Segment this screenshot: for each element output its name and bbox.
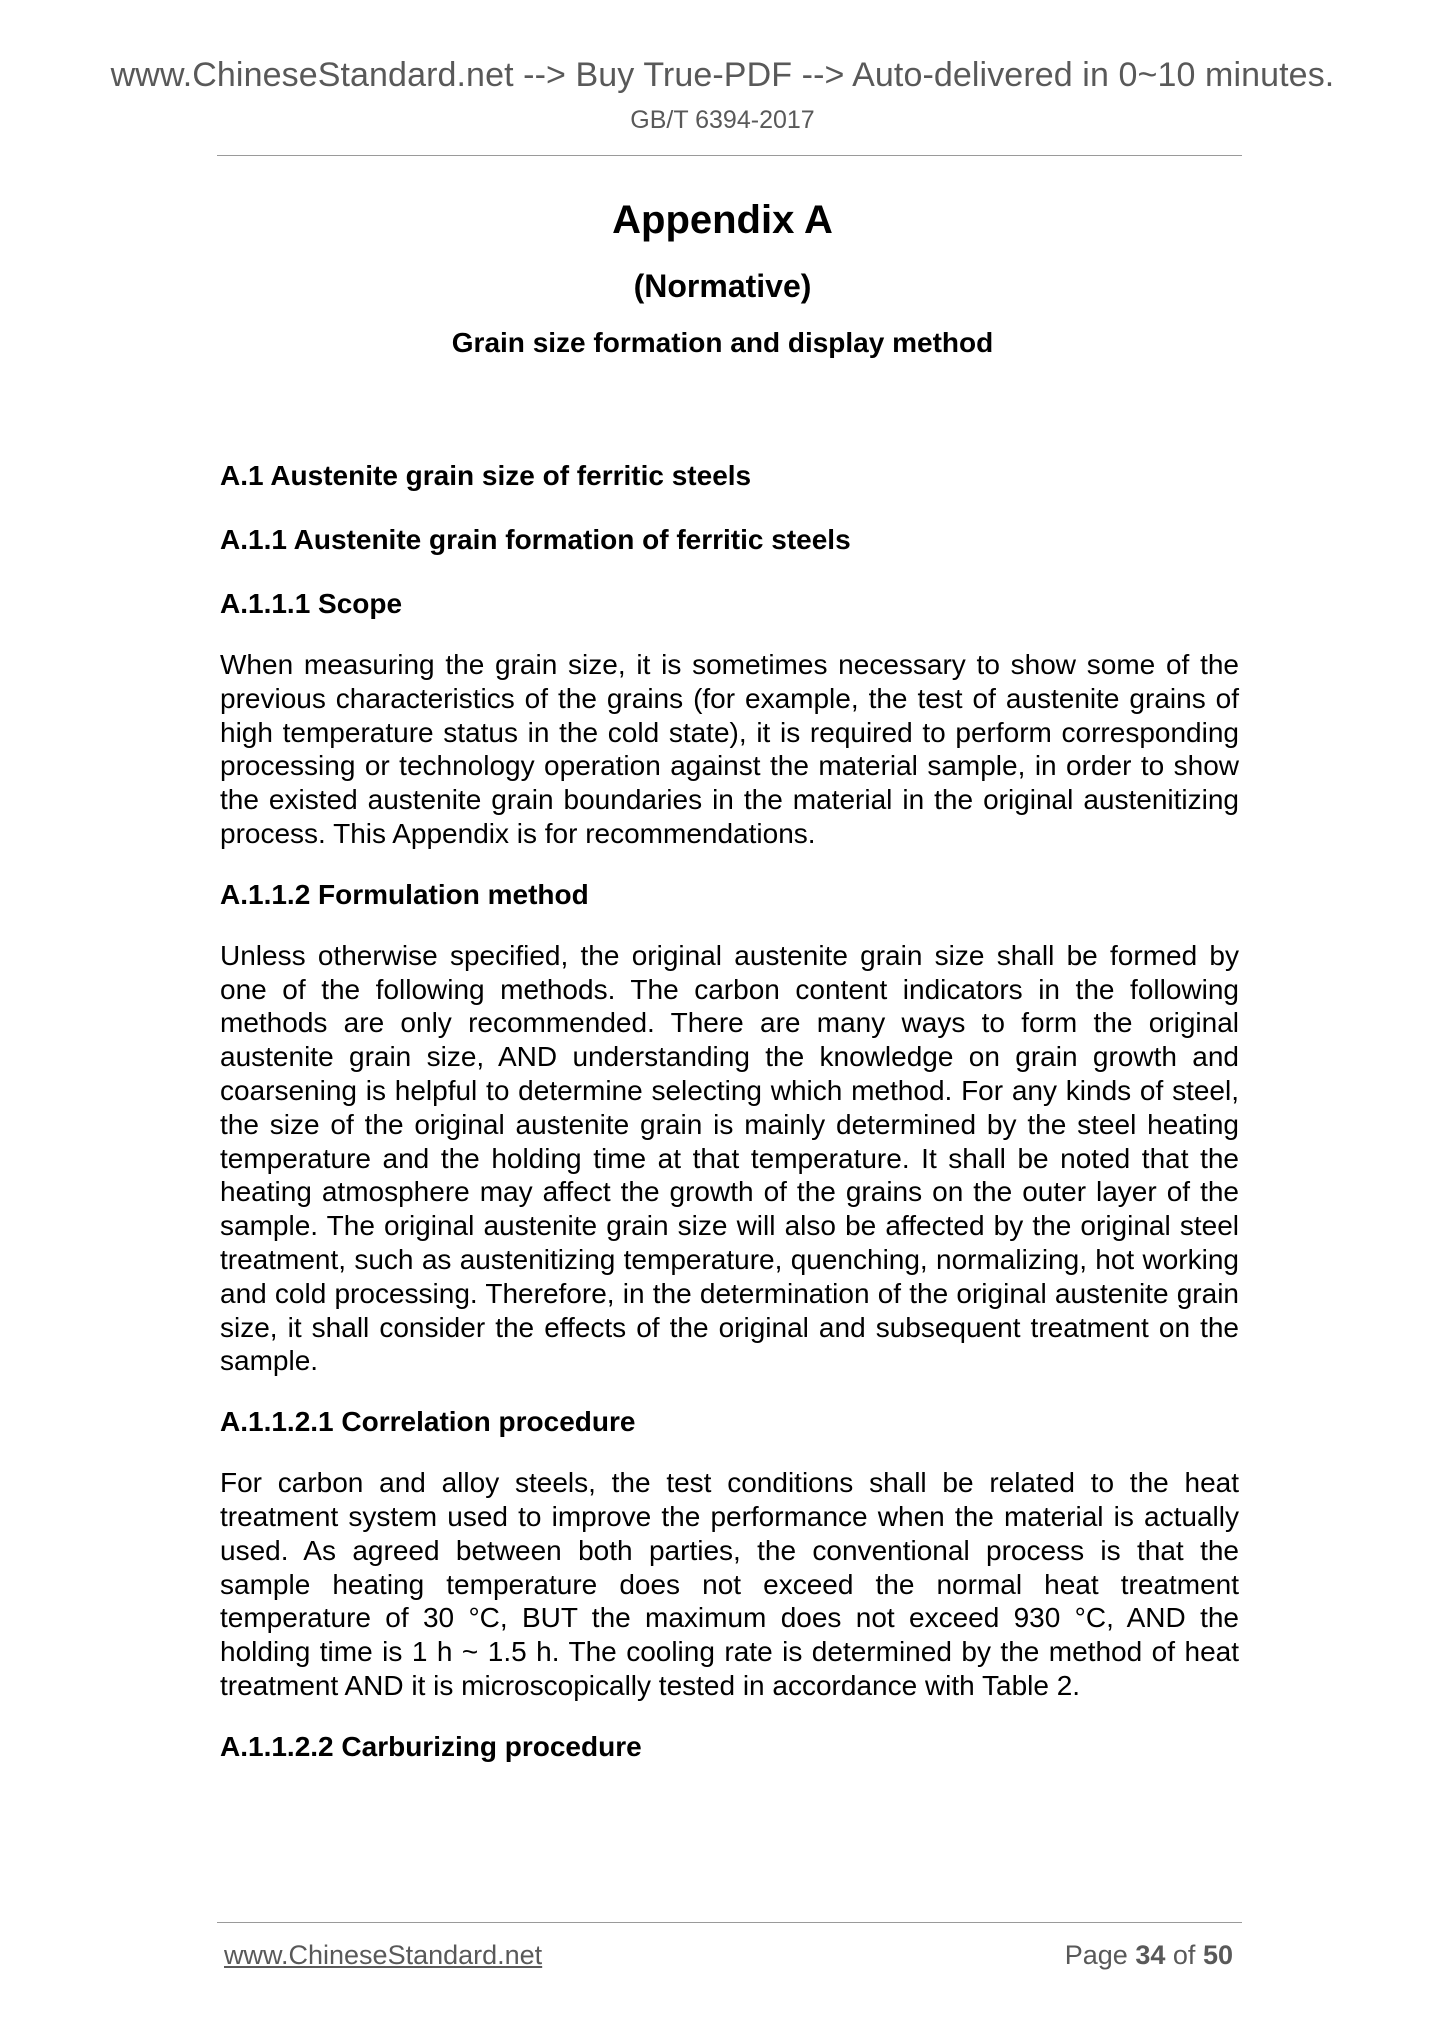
- footer-divider: [217, 1922, 1242, 1923]
- page-current: 34: [1135, 1940, 1166, 1970]
- appendix-caption: Grain size formation and display method: [451, 327, 994, 358]
- page-prefix: Page: [1064, 1940, 1128, 1970]
- standard-number: GB/T 6394-2017: [630, 106, 815, 134]
- section-heading-a1121: A.1.1.2.1 Correlation procedure: [220, 1406, 636, 1438]
- paragraph-a1121: For carbon and alloy steels, the test conditions shall be related to the heat treatment system used to improve the performance when the material is actually used. As agreed between both parties, the conventional process is that the sample heating temperature does not exceed the normal heat treatment temperature of 30 °C, BUT the maximum does not exceed 930 °C, AND the holding time is 1 h ~ 1.5 h. The cooling rate is determined by the method of heat treatment AND it is microscopically tested in accordance with Table 2.: [220, 1467, 1239, 1701]
- section-heading-a111: A.1.1.1 Scope: [220, 588, 403, 619]
- paragraph-a111: When measuring the grain size, it is sometimes necessary to show some of the previous characteristics of the grains (for example, the test of austenite grains of high temperature status in the cold state), it is required to perform corresponding processing or technology operation against the material sample, in order to show the existed austenite grain boundaries in the material in the original austenitizing process. This Appendix is for recommendations.: [220, 649, 1239, 849]
- paragraph-a112: Unless otherwise specified, the original austenite grain size shall be formed by one of the following methods. The carbon content indicators in the following methods are only recommended. There are many ways to form the original austenite grain size, AND understanding the knowledge on grain growth and coarsening is helpful to determine selecting which method. For any kinds of steel, the size of the original austenite grain is mainly determined by the steel heating temperature and the holding time at that temperature. It shall be noted that the heating atmosphere may affect the growth of the grains on the outer layer of the sample. The original austenite grain size will also be affected by the original steel treatment, such as austenitizing temperature, quenching, normalizing, hot working and cold processing. Therefore, in the determination of the original austenite grain size, it shall consider the effects of the original and subsequent treatment on the sample.: [220, 939, 1239, 1377]
- page-number: [1065, 1940, 1233, 1971]
- appendix-title: Appendix A: [612, 198, 833, 242]
- document-body: [220, 456, 1239, 1791]
- footer-website-link[interactable]: www.ChineseStandard.net: [224, 1940, 543, 1970]
- page-of: of: [1172, 1940, 1196, 1970]
- section-heading-a112: A.1.1.2 Formulation method: [220, 878, 589, 910]
- section-heading-a1: A.1 Austenite grain size of ferritic steels: [220, 460, 752, 491]
- header-divider: [217, 155, 1242, 156]
- appendix-subtitle: (Normative): [633, 268, 812, 304]
- page-total: 50: [1202, 1940, 1233, 1970]
- section-heading-a11: A.1.1 Austenite grain formation of ferritic steels: [220, 524, 851, 555]
- section-heading-a1122: A.1.1.2.2 Carburizing procedure: [220, 1730, 642, 1762]
- header-banner: www.ChineseStandard.net --> Buy True-PDF --> Auto-delivered in 0~10 minutes.: [110, 56, 1335, 94]
